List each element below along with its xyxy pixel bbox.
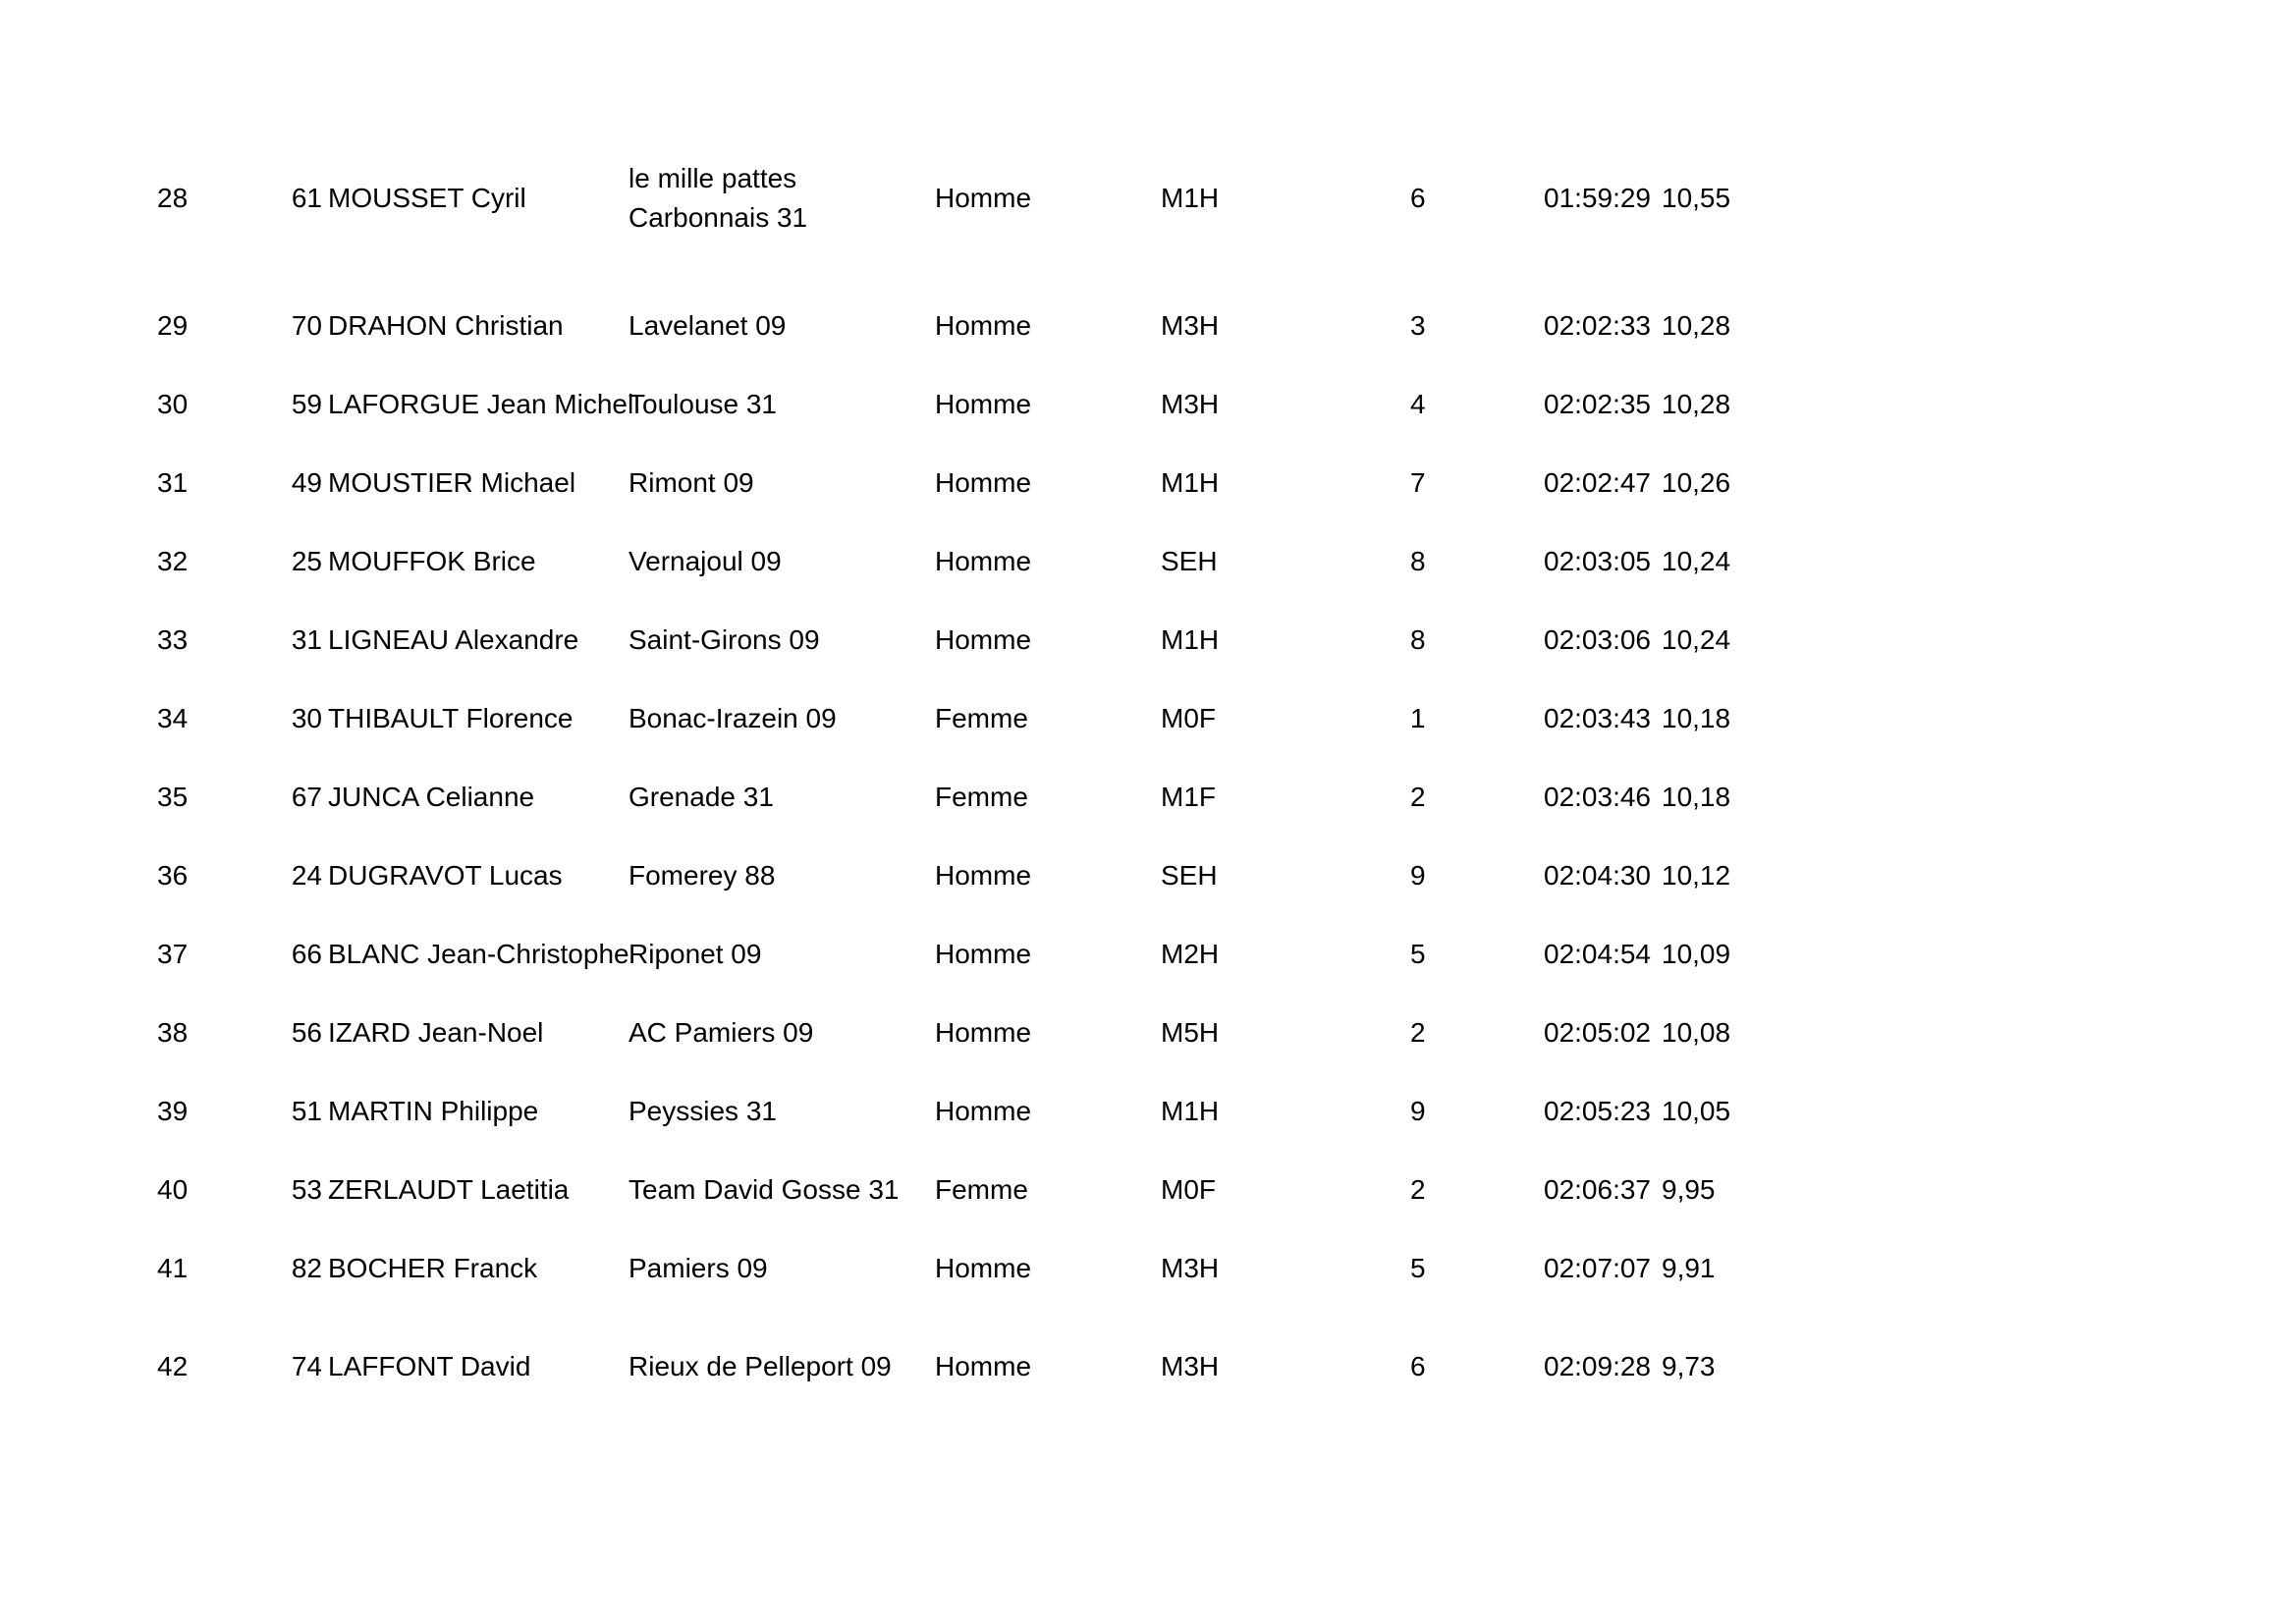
time-cell: 02:03:05 bbox=[1544, 546, 1651, 576]
club-line: Vernajoul 09 bbox=[629, 546, 782, 576]
category-cell: M1H bbox=[1161, 183, 1220, 213]
club-line: Pamiers 09 bbox=[629, 1253, 768, 1283]
runner-name: LAFFONT David bbox=[328, 1351, 531, 1381]
rank-cell: 41 bbox=[157, 1253, 189, 1283]
time-cell: 02:03:06 bbox=[1544, 624, 1651, 655]
speed-cell: 10,55 bbox=[1662, 183, 1731, 213]
category-cell: SEH bbox=[1161, 860, 1218, 891]
time-cell: 02:04:30 bbox=[1544, 860, 1651, 891]
club-line: Fomerey 88 bbox=[629, 860, 776, 891]
speed-cell: 9,73 bbox=[1662, 1351, 1716, 1381]
time-cell: 02:03:43 bbox=[1544, 703, 1651, 733]
runner-name: BOCHER Franck bbox=[328, 1253, 538, 1283]
category-cell: M2H bbox=[1161, 939, 1220, 969]
club-cell bbox=[629, 935, 761, 974]
club-cell bbox=[629, 1249, 768, 1288]
club-line: Rieux de Pelleport 09 bbox=[629, 1351, 892, 1381]
rank-cell: 40 bbox=[157, 1174, 189, 1205]
sex-cell: Homme bbox=[935, 546, 1032, 576]
club-cell bbox=[629, 1170, 899, 1210]
category-rank-cell: 2 bbox=[1410, 782, 1426, 812]
club-line: Team David Gosse 31 bbox=[629, 1174, 900, 1205]
bib-cell: 51 bbox=[291, 1096, 322, 1126]
runner-name: MARTIN Philippe bbox=[328, 1096, 539, 1126]
club-cell bbox=[629, 159, 923, 238]
bib-cell: 61 bbox=[291, 183, 322, 213]
bib-cell: 49 bbox=[291, 467, 322, 498]
club-line: Lavelanet 09 bbox=[629, 310, 787, 341]
category-rank-cell: 8 bbox=[1410, 546, 1426, 576]
speed-cell: 10,24 bbox=[1662, 624, 1731, 655]
time-cell: 02:05:02 bbox=[1544, 1017, 1651, 1048]
category-rank-cell: 3 bbox=[1410, 310, 1426, 341]
category-rank-cell: 6 bbox=[1410, 1351, 1426, 1381]
category-cell: M1H bbox=[1161, 1096, 1220, 1126]
speed-cell: 9,95 bbox=[1662, 1174, 1716, 1205]
category-rank-cell: 4 bbox=[1410, 389, 1426, 419]
sex-cell: Homme bbox=[935, 624, 1032, 655]
runner-name: DUGRAVOT Lucas bbox=[328, 860, 563, 891]
bib-cell: 24 bbox=[291, 860, 322, 891]
bib-cell: 74 bbox=[291, 1351, 322, 1381]
runner-name: IZARD Jean-Noel bbox=[328, 1017, 544, 1048]
speed-cell: 10,09 bbox=[1662, 939, 1731, 969]
time-cell: 02:05:23 bbox=[1544, 1096, 1651, 1126]
category-rank-cell: 5 bbox=[1410, 1253, 1426, 1283]
club-line: Riponet 09 bbox=[629, 939, 762, 969]
sex-cell: Femme bbox=[935, 703, 1028, 733]
category-cell: M0F bbox=[1161, 1174, 1216, 1205]
rank-cell: 30 bbox=[157, 389, 189, 419]
runner-name: MOUSSET Cyril bbox=[328, 183, 526, 213]
runner-name: THIBAULT Florence bbox=[328, 703, 574, 733]
rank-cell: 33 bbox=[157, 624, 189, 655]
runner-name: LAFORGUE Jean Michel bbox=[328, 389, 634, 419]
rank-cell: 35 bbox=[157, 782, 189, 812]
rank-cell: 36 bbox=[157, 860, 189, 891]
sex-cell: Homme bbox=[935, 183, 1032, 213]
category-cell: M3H bbox=[1161, 1351, 1220, 1381]
bib-cell: 25 bbox=[291, 546, 322, 576]
rank-cell: 29 bbox=[157, 310, 189, 341]
club-line: Grenade 31 bbox=[629, 782, 774, 812]
speed-cell: 10,18 bbox=[1662, 703, 1731, 733]
speed-cell: 10,12 bbox=[1662, 860, 1731, 891]
time-cell: 02:07:07 bbox=[1544, 1253, 1651, 1283]
club-cell bbox=[629, 385, 777, 424]
bib-cell: 56 bbox=[291, 1017, 322, 1048]
speed-cell: 10,26 bbox=[1662, 467, 1731, 498]
sex-cell: Homme bbox=[935, 1351, 1032, 1381]
club-line: Rimont 09 bbox=[629, 467, 754, 498]
club-line: AC Pamiers 09 bbox=[629, 1017, 814, 1048]
speed-cell: 10,28 bbox=[1662, 310, 1731, 341]
bib-cell: 67 bbox=[291, 782, 322, 812]
rank-cell: 34 bbox=[157, 703, 189, 733]
time-cell: 02:04:54 bbox=[1544, 939, 1651, 969]
club-line: Bonac-Irazein 09 bbox=[629, 703, 837, 733]
time-cell: 01:59:29 bbox=[1544, 183, 1651, 213]
category-rank-cell: 6 bbox=[1410, 183, 1426, 213]
club-line: Peyssies 31 bbox=[629, 1096, 777, 1126]
speed-cell: 9,91 bbox=[1662, 1253, 1716, 1283]
sex-cell: Homme bbox=[935, 939, 1032, 969]
speed-cell: 10,18 bbox=[1662, 782, 1731, 812]
category-rank-cell: 7 bbox=[1410, 467, 1426, 498]
rank-cell: 28 bbox=[157, 183, 189, 213]
category-cell: M1H bbox=[1161, 624, 1220, 655]
speed-cell: 10,24 bbox=[1662, 546, 1731, 576]
runner-name: MOUSTIER Michael bbox=[328, 467, 576, 498]
club-cell bbox=[629, 621, 820, 660]
time-cell: 02:03:46 bbox=[1544, 782, 1651, 812]
sex-cell: Femme bbox=[935, 1174, 1028, 1205]
bib-cell: 70 bbox=[291, 310, 322, 341]
category-cell: M3H bbox=[1161, 310, 1220, 341]
time-cell: 02:09:28 bbox=[1544, 1351, 1651, 1381]
club-cell bbox=[629, 542, 782, 581]
bib-cell: 82 bbox=[291, 1253, 322, 1283]
speed-cell: 10,05 bbox=[1662, 1096, 1731, 1126]
category-rank-cell: 9 bbox=[1410, 860, 1426, 891]
category-cell: SEH bbox=[1161, 546, 1218, 576]
speed-cell: 10,28 bbox=[1662, 389, 1731, 419]
bib-cell: 66 bbox=[291, 939, 322, 969]
sex-cell: Homme bbox=[935, 389, 1032, 419]
runner-name: LIGNEAU Alexandre bbox=[328, 624, 579, 655]
rank-cell: 39 bbox=[157, 1096, 189, 1126]
runner-name: MOUFFOK Brice bbox=[328, 546, 536, 576]
sex-cell: Homme bbox=[935, 1253, 1032, 1283]
club-cell bbox=[629, 1347, 892, 1386]
category-rank-cell: 8 bbox=[1410, 624, 1426, 655]
time-cell: 02:02:47 bbox=[1544, 467, 1651, 498]
time-cell: 02:06:37 bbox=[1544, 1174, 1651, 1205]
bib-cell: 31 bbox=[291, 624, 322, 655]
runner-name: JUNCA Celianne bbox=[328, 782, 535, 812]
rank-cell: 42 bbox=[157, 1351, 189, 1381]
category-cell: M1F bbox=[1161, 782, 1216, 812]
time-cell: 02:02:33 bbox=[1544, 310, 1651, 341]
category-rank-cell: 1 bbox=[1410, 703, 1426, 733]
club-cell bbox=[629, 699, 837, 738]
club-line: Toulouse 31 bbox=[629, 389, 778, 419]
rank-cell: 32 bbox=[157, 546, 189, 576]
runner-name: DRAHON Christian bbox=[328, 310, 564, 341]
club-cell bbox=[629, 856, 775, 895]
category-cell: M3H bbox=[1161, 1253, 1220, 1283]
runner-name: BLANC Jean-Christophe bbox=[328, 939, 629, 969]
sex-cell: Femme bbox=[935, 782, 1028, 812]
time-cell: 02:02:35 bbox=[1544, 389, 1651, 419]
club-line: le mille pattes bbox=[629, 163, 797, 193]
category-rank-cell: 5 bbox=[1410, 939, 1426, 969]
sex-cell: Homme bbox=[935, 467, 1032, 498]
club-line: Carbonnais 31 bbox=[629, 202, 808, 233]
speed-cell: 10,08 bbox=[1662, 1017, 1731, 1048]
category-cell: M1H bbox=[1161, 467, 1220, 498]
bib-cell: 59 bbox=[291, 389, 322, 419]
sex-cell: Homme bbox=[935, 1096, 1032, 1126]
club-cell bbox=[629, 306, 786, 346]
rank-cell: 31 bbox=[157, 467, 189, 498]
category-cell: M0F bbox=[1161, 703, 1216, 733]
category-cell: M3H bbox=[1161, 389, 1220, 419]
rank-cell: 38 bbox=[157, 1017, 189, 1048]
category-cell: M5H bbox=[1161, 1017, 1220, 1048]
club-cell bbox=[629, 778, 774, 817]
rank-cell: 37 bbox=[157, 939, 189, 969]
runner-name: ZERLAUDT Laetitia bbox=[328, 1174, 570, 1205]
category-rank-cell: 9 bbox=[1410, 1096, 1426, 1126]
club-cell bbox=[629, 463, 754, 503]
club-line: Saint-Girons 09 bbox=[629, 624, 820, 655]
category-rank-cell: 2 bbox=[1410, 1174, 1426, 1205]
sex-cell: Homme bbox=[935, 1017, 1032, 1048]
bib-cell: 53 bbox=[291, 1174, 322, 1205]
club-cell bbox=[629, 1013, 813, 1053]
bib-cell: 30 bbox=[291, 703, 322, 733]
sex-cell: Homme bbox=[935, 860, 1032, 891]
category-rank-cell: 2 bbox=[1410, 1017, 1426, 1048]
club-cell bbox=[629, 1092, 777, 1131]
sex-cell: Homme bbox=[935, 310, 1032, 341]
